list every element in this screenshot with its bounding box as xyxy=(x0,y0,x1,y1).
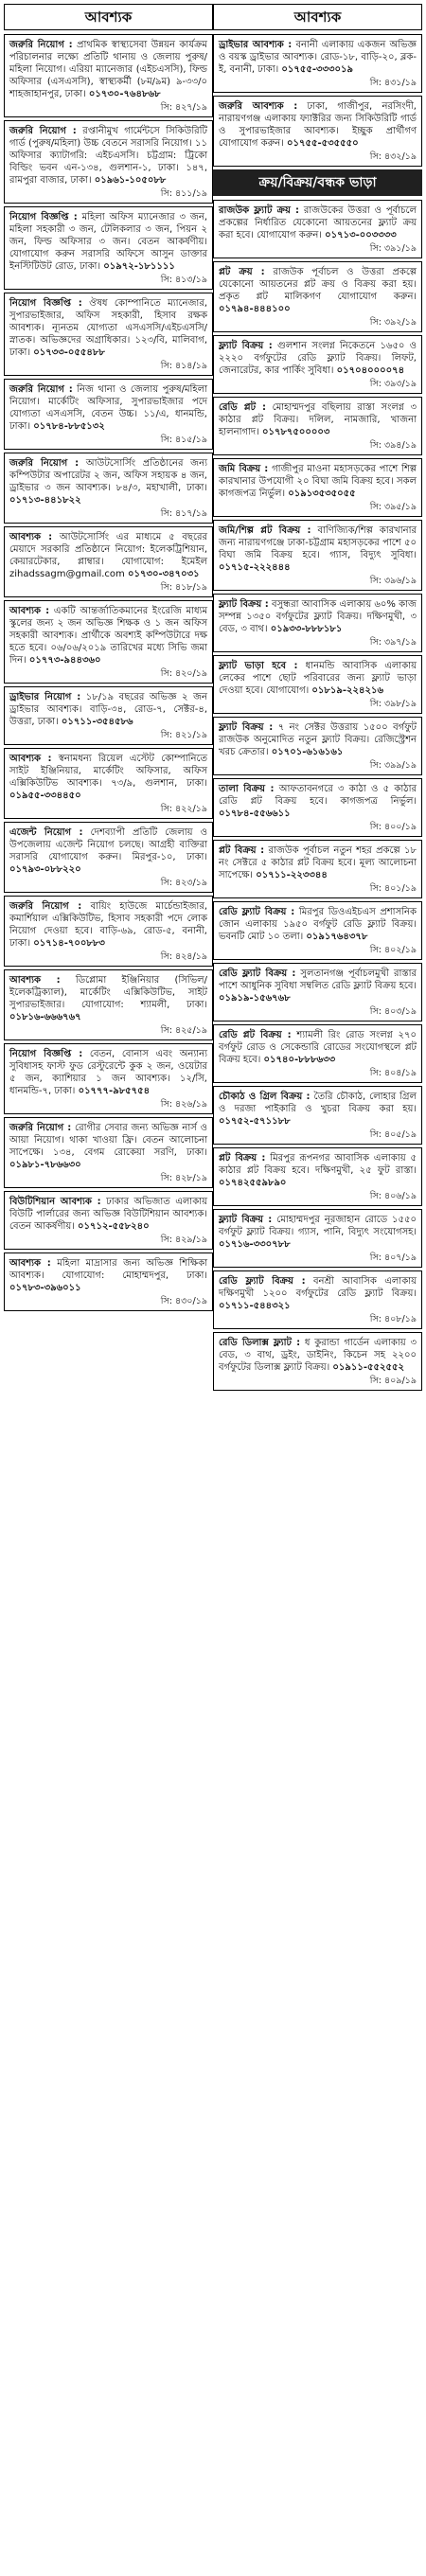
classified-ad xyxy=(4,453,213,524)
ad-reference-code: সি: ৪০৫/১৯ xyxy=(369,1129,417,1140)
ad-contact-number: ০১৭৯৪-৪৪৪১০০ xyxy=(219,304,291,314)
ad-body: ঔষধ কোম্পানিতে ম্যানেজার, সুপারভাইজার, অফিস সহকারী, হিসাব রক্ষক আবশ্যক। ন্যূনতম যোগ্যতা এসএসসি/এইচএসসি/স্নাতক। অভিজ্ঞদের অগ্রাধিকার। ১২৩/বি, মালিবাগ, ঢাকা। xyxy=(9,298,208,358)
ad-contact-number: ০১৭১৫-২২২৪৪৪ xyxy=(219,562,291,573)
ad-contact-number: ০১৭৭৩-৯৪৪৩৬০ xyxy=(28,655,101,666)
ad-reference-code: সি: ৩৯৫/১৯ xyxy=(369,502,417,512)
ad-reference-code: সি: ৪০৭/১৯ xyxy=(369,1252,417,1263)
ad-contact-number: ০১৯১১-৫৫২৫৫২ xyxy=(332,1362,404,1373)
classified-ad xyxy=(4,1117,213,1188)
ad-reference-code: সি: ৪০৮/১৯ xyxy=(369,1314,417,1324)
ad-body: আফতাবনগরে ৩ কাঠা ও ৫ কাঠার রেডি প্লট বিক্রয় হবে। কাগজপত্র নির্ভুল। xyxy=(219,784,417,807)
classified-ad xyxy=(213,34,422,93)
ad-contact-number: ০১৯৮১-৭৮৬৬৩০ xyxy=(9,1160,81,1170)
ad-title: জরুরি নিয়োগ : xyxy=(9,1123,72,1133)
classified-ad xyxy=(4,379,213,450)
classified-ad xyxy=(4,1191,213,1250)
classified-ad xyxy=(213,1086,422,1145)
ad-contact-number: ০১৯১৩৫৩৫০৫৫ xyxy=(288,489,356,499)
ad-body: ৭ নং সেক্টর উত্তরায় ১৫০০ বর্গফুট রাজউক অনুমোদিত নতুন ফ্ল্যাট বিক্রয়। রেজিস্ট্রেশন খরচ ক্রেতার। xyxy=(219,722,417,757)
ad-body: রাজউকের উত্তরা ও পূর্বাচলে প্রকল্পের নির্ধারিত যেকোনো আয়তনের ফ্ল্যাট ক্রয় করা হবে। যোগাযোগ করুন। xyxy=(219,205,417,240)
classified-ad xyxy=(213,840,422,898)
ad-title: জরুরি আবশ্যক : xyxy=(219,101,298,112)
ad-body: ঢাকার অভিজাত এলাকায় বিউটি পার্লারের জন্য অভিজ্ঞ বিউটিশিয়ান আবশ্যক। বেতন আকর্ষণীয়। xyxy=(9,1197,207,1232)
classified-ad xyxy=(4,120,213,204)
ad-contact-number: ০১৭৭৭-৯৮৫৭৫৪ xyxy=(78,1086,151,1096)
ad-contact-number: ০১৭৪২৫৫৯৮৯০ xyxy=(219,1178,287,1188)
ad-body: দেশব্যাপী প্রতিটি জেলায় ও উপজেলায় এজেন্ট নিয়োগ চলছে। আগ্রহী ব্যক্তিরা সরাসরি যোগাযোগ করুন। মিরপুর-১০, ঢাকা। xyxy=(9,827,208,862)
ad-contact-number: ০১৯৩৩-৮৮৮১৮১ xyxy=(270,624,343,634)
ad-reference-code: সি: ৩৯৬/১৯ xyxy=(369,576,417,586)
ad-reference-code: সি: ৪১৫/১৯ xyxy=(160,435,207,445)
ad-body: বনানী এলাকায় একজন অভিজ্ঞ ও বয়স্ক ড্রাইভার আবশ্যক। রোড-১৮, বাড়ি-২০, ব্লক-ই, বনানী, ঢাকা। xyxy=(219,40,417,75)
ad-contact-number: ০১৭০৪০০০০৭৪ xyxy=(336,365,405,376)
classified-ad xyxy=(4,293,213,376)
ad-title: আবশ্যক : xyxy=(9,1258,51,1269)
ad-title: জরুরি নিয়োগ : xyxy=(9,126,77,136)
ad-reference-code: সি: ৩৯৭/১৯ xyxy=(369,637,417,648)
left-column xyxy=(4,4,213,1314)
ad-body: মিরপুর ডিওএইচএস প্রশাসনিক জোন এলাকায় ১৯৫০ বর্গফুট রেডি ফ্ল্যাট বিক্রয়। ভবনটি মোট ১০ তলা। xyxy=(219,907,417,942)
ad-body: রাজউক পূর্বাচল ও উত্তরা প্রকল্পে যেকোনো আয়তনের প্লট ক্রয় ও বিক্রয় করা হয়। প্রকৃত প্লট মালিকগণ যোগাযোগ করুন। xyxy=(219,267,417,302)
ad-title: ড্রাইভার নিয়োগ : xyxy=(9,692,81,702)
ad-reference-code: সি: ৪২৫/১৯ xyxy=(160,1025,207,1036)
ad-reference-code: সি: ৪৩০/১৯ xyxy=(160,1296,207,1306)
ad-body: বনশ্রী আবাসিক এলাকায় দক্ষিণমুখী ১২০০ বর্গফুটের রেডি ফ্ল্যাট বিক্রয়। xyxy=(219,1276,417,1299)
ad-reference-code: সি: ৩৯১/১৯ xyxy=(369,243,417,254)
ad-title: রেডি ফ্ল্যাট বিক্রয় : xyxy=(219,1276,306,1287)
ad-reference-code: সি: ৩৯৯/১৯ xyxy=(369,760,417,771)
ad-title: রেডি প্লট : xyxy=(219,402,266,413)
ad-contact-number: ০১৭১১-২২৩৩৪৪ xyxy=(256,870,328,880)
ad-body: রপ্তানীমুখ গার্মেন্টসে সিকিউরিটি গার্ড (পুরুষ/মহিলা) উচ্চ বেতনে সরাসরি নিয়োগ। ১১ অফিসার ক্যাটাগরি: এইচএসসি। চট্টগ্রাম: ট্রিকো বিল্ডিং ভবন এন-১৩৪, গুলশান-১, ঢাকা। ১৪৭, রামপুরা বাজার, ঢাকা। xyxy=(9,126,207,186)
ad-reference-code: সি: ৪২৯/১৯ xyxy=(160,1235,207,1245)
classified-ad xyxy=(213,901,422,960)
classified-ad xyxy=(213,655,422,714)
classified-ad xyxy=(213,335,422,394)
right-ads-list-1 xyxy=(213,34,422,167)
ad-body: তৈরি চৌকাঠ, লোহার গ্রিল ও দরজা পাইকারি ও খুচরা বিক্রয় করা হয়। xyxy=(219,1092,417,1114)
ad-reference-code: সি: ৪১১/১৯ xyxy=(160,188,207,199)
ad-body: ধানমন্ডি আবাসিক এলাকায় লেকের পাশে ছোট পরিবারের জন্য ফ্ল্যাট ভাড়া দেওয়া হবে। যোগাযোগ। xyxy=(219,661,417,696)
ad-body: মহিলা অফিস ম্যানেজার ৩ জন, মহিলা সহকারী ৩ জন, টেলিকলার ৩ জন, পিয়ন ২ জন, ফিল্ড অফিসার ৩ জন। বেতন আকর্ষণীয়। যোগাযোগ করুন সরাসরি অফিসে আসুন ডাক্তার ইনস্টিটিউট রোড, ঢাকা। xyxy=(9,212,208,272)
ad-title: আবশ্যক : xyxy=(9,975,61,986)
ad-body: ডিপ্লোমা ইঞ্জিনিয়ার (সিভিল/ইলেকট্রিক্যাল), মার্কেটিং এক্সিকিউটিভ, সাইট সুপারভাইজার। যোগাযোগ: শ্যামলী, ঢাকা। xyxy=(9,975,207,1010)
classified-ad xyxy=(213,458,422,517)
classified-ad xyxy=(4,969,213,1040)
ad-contact-number: ০১৭৫৫-৩৩৩০১৯ xyxy=(281,64,354,75)
classified-ad xyxy=(213,1270,422,1329)
ad-body: ১৮/১৯ বছরের অভিজ্ঞ ২ জন ড্রাইভার আবশ্যক। বাড়ি-৩৪, রোড-৭, সেক্টর-৪, উত্তরা, ঢাকা। xyxy=(9,692,207,727)
ad-reference-code: সি: ৪১৩/১৯ xyxy=(160,275,207,285)
ad-contact-number: ০১৯৫৫-৩৩৪৪৫০ xyxy=(9,791,81,801)
ad-title: নিয়োগ বিজ্ঞপ্তি : xyxy=(9,1049,83,1059)
ad-title: ফ্ল্যাট বিক্রয় : xyxy=(219,599,269,610)
ad-title: আবশ্যক : xyxy=(9,754,52,764)
ad-contact-number: ০১৭৮৪-৫৫৬৬১১ xyxy=(219,808,291,819)
ad-body: নিজ থানা ও জেলায় পুরুষ/মহিলা নিয়োগ। মার্কেটিং অফিসার, সুপারভাইজার পদে যোগ্যতা এসএসসি, বেতন উচ্চ। ১১/এ, ধানমন্ডি, ঢাকা। xyxy=(9,384,207,432)
ad-title: ফ্ল্যাট বিক্রয় : xyxy=(219,341,273,351)
classified-ad xyxy=(213,261,422,332)
ad-body: বেতন, বোনাস এবং অন্যান্য সুবিধাসহ ফাস্ট ফুড রেস্টুরেন্টে কুক ২ জন, ওয়েটার ৫ জন, ক্যাশিয়ার ১ জন আবশ্যক। ১২/সি, ধানমন্ডি-৭, ঢাকা। xyxy=(9,1049,207,1096)
ad-contact-number: ০১৭৯৩-০৮৮২২০ xyxy=(9,864,81,875)
ad-reference-code: সি: ৪০০/১৯ xyxy=(369,822,417,832)
ad-body: আউটসোর্সিং এর মাধ্যমে ৫ বছরের মেয়াদে সরকারি প্রতিষ্ঠানে নিয়োগ: ইলেকট্রিশিয়ান, কেয়ারটেকার, প্লাম্বার। যোগাযোগ: ইমেইল zihadssagm@gmail.com xyxy=(9,532,207,579)
left-section-header: আবশ্যক xyxy=(4,4,213,30)
ad-reference-code: সি: ৪২৪/১৯ xyxy=(160,951,207,962)
classified-ad xyxy=(213,1209,422,1268)
ad-title: ফ্ল্যাট বিক্রয় : xyxy=(219,1215,273,1225)
ad-title: জরুরি নিয়োগ : xyxy=(9,458,80,469)
ad-body: মিরপুর রূপনগর আবাসিক এলাকায় ৫ কাঠার প্লট বিক্রয় হবে। দক্ষিণমুখী, ২৫ ফুট রাস্তা। xyxy=(219,1153,417,1176)
classified-ad xyxy=(4,600,213,684)
ad-body: সুলতানগঞ্জ পূর্বাচলমুখী রাস্তার পাশে আধুনিক সুবিধা সম্বলিত রেডি ফ্ল্যাট বিক্রয় হবে। xyxy=(219,968,417,991)
classified-ad xyxy=(4,206,213,290)
ad-reference-code: সি: ৪২১/১৯ xyxy=(160,730,207,740)
ad-body: রোগীর সেবার জন্য অভিজ্ঞ নার্স ও আয়া নিয়োগ। থাকা খাওয়া ফ্রি। বেতন আলোচনা সাপেক্ষে। ১৩৪, বেগম রোকেয়া সরণি, ঢাকা। xyxy=(9,1123,207,1158)
ad-contact-number: ০১৭৩০-৩৪৭০৩১ xyxy=(127,569,200,579)
classified-ad xyxy=(4,896,213,967)
classified-ad xyxy=(4,822,213,893)
classified-ad xyxy=(213,1147,422,1206)
ad-reference-code: সি: ৪০২/১৯ xyxy=(369,945,417,955)
classified-ad xyxy=(4,1043,213,1114)
ad-reference-code: সি: ৪১৭/১৯ xyxy=(160,508,207,519)
ad-title: জমি/শিল্প প্লট বিক্রয় : xyxy=(219,525,311,536)
classified-ad xyxy=(213,717,422,775)
ad-body: বসুন্ধরা আবাসিক এলাকায় ৬০% কাজ সম্পন্ন ১৩৫০ বর্গফুটের ফ্ল্যাট বিক্রয়। দক্ষিণমুখী, ৩ বেড, ৩ বাথ। xyxy=(219,599,417,634)
classified-ad xyxy=(4,686,213,745)
ad-title: রেডি প্লট বিক্রয় : xyxy=(219,1030,292,1040)
ad-body: শ্যামলী রিং রোড সংলগ্ন ২৭০ বর্গফুট রোড ও সেকেন্ডারি রোডের সংযোগস্থলে প্লট বিক্রয় হবে। xyxy=(219,1030,417,1065)
ad-reference-code: সি: ৪২৭/১৯ xyxy=(160,102,207,113)
ad-title: প্লট বিক্রয় : xyxy=(219,1153,266,1164)
ad-title: রাজউক ফ্ল্যাট ক্রয় : xyxy=(219,205,300,216)
ad-reference-code: সি: ৪১৮/১৯ xyxy=(160,582,207,593)
ad-title: আবশ্যক : xyxy=(9,606,50,616)
ad-contact-number: ০১৯৭২-১৮১১১১ xyxy=(103,261,175,272)
ad-body: একটি আন্তর্জাতিকমানের ইংরেজি মাধ্যম স্কুলের জন্য ২ জন অভিজ্ঞ শিক্ষক ও ১ জন অফিস সহকারী আবশ্যক। প্রার্থীকে অবশ্যই কম্পিউটারে দক্ষ হতে হবে। ০৬/০৬/২০১৯ তারিখের মধ্যে সিভি জমা দিন। xyxy=(9,606,208,666)
ad-contact-number: ০১৭৮৪-৮৮৫১৩২ xyxy=(33,421,105,432)
ad-contact-number: ০১৭৫২-৫৭১১৮৮ xyxy=(219,1116,291,1127)
ad-title: জরুরি নিয়োগ : xyxy=(9,901,82,912)
ad-reference-code: সি: ৪২৩/১৯ xyxy=(160,878,207,888)
ad-title: রেডি ফ্ল্যাট বিক্রয় : xyxy=(219,968,296,979)
classified-ad xyxy=(213,1332,422,1391)
ad-reference-code: সি: ৪০৩/১৯ xyxy=(369,1006,417,1017)
classified-ad xyxy=(213,200,422,258)
ad-body: গাজীপুর মাওনা মহাসড়কের পাশে শিল্প কারখানার উপযোগী ২০ বিঘা জমি বিক্রয় হবে। সকল কাগজপত্র নির্ভুল। xyxy=(219,464,417,499)
ad-title: ড্রাইভার আবশ্যক : xyxy=(219,40,293,50)
ad-body: রাজউক পূর্বাচল নতুন শহর প্রকল্পে ১৮ নং সেক্টরে ৫ কাঠার প্লট বিক্রয় হবে। মূল্য আলোচনা সাপেক্ষে। xyxy=(219,845,417,880)
ad-reference-code: সি: ৪১৪/১৯ xyxy=(160,361,207,371)
ad-contact-number: ০১৭১২-৫৫৮২৪০ xyxy=(78,1221,150,1232)
ad-reference-code: সি: ৪২৬/১৯ xyxy=(160,1099,207,1110)
classified-ad xyxy=(213,520,422,591)
classified-ad xyxy=(4,748,213,819)
ad-contact-number: ০১৭৩৩-০৫৫৪৮৮ xyxy=(33,347,105,358)
ad-reference-code: সি: ৩৯৩/১৯ xyxy=(369,379,417,389)
classified-ad xyxy=(213,96,422,167)
right-ads-list-2 xyxy=(213,200,422,1391)
ad-contact-number: ০১৭৩০-৭৬৪৮৬৮ xyxy=(88,89,161,99)
ad-contact-number: ০১৭১৪-৭০০৮৮৩ xyxy=(33,938,105,949)
ad-body: বাণিজ্যিক/শিল্প কারখানার জন্য নারায়ণগঞ্জে ঢাকা-চট্টগ্রাম মহাসড়কের পাশে ৫০ বিঘা জমি বিক্রয় হবে। গ্যাস, বিদ্যুৎ সুবিধা। xyxy=(219,525,417,560)
ad-contact-number: ০১৭১৩-০০৩৩৩৩ xyxy=(325,230,397,240)
ad-contact-number: ০১৯১৭৬৪৩৭৮ xyxy=(306,932,368,942)
ad-contact-number: ০১৭১১-৫৪৪৩২১ xyxy=(219,1301,291,1311)
ad-contact-number: ০১৭৫৫-৫৩৫৫৫০ xyxy=(286,138,359,149)
classified-ad xyxy=(213,397,422,455)
ad-body: আউটসোর্সিং প্রতিষ্ঠানের জন্য কম্পিউটার অপারেটর ২ জন, অফিস সহায়ক ৪ জন, ড্রাইভার ৩ জন আবশ্যক। ৮৪/৩, মহাখালী, ঢাকা। xyxy=(9,458,208,493)
ad-reference-code: সি: ৩৯৮/১৯ xyxy=(369,699,417,709)
ad-body: ঢাকা, গাজীপুর, নরসিংদী, নারায়ণগঞ্জ এলাকায় ফ্যাক্টরির জন্য সিকিউরিটি গার্ড ও সুপারভাইজার আবশ্যক। ইচ্ছুক প্রার্থীগণ যোগাযোগ করুন। xyxy=(219,101,417,149)
ad-title: নিয়োগ বিজ্ঞপ্তি : xyxy=(9,298,82,309)
ad-body: ধ কুরান্ডা গার্ডেন এলাকায় ৩ বেড, ৩ বাথ, ড্রইং, ডাইনিং, কিচেন সহ ২২০০ বর্গফুটের ডিলাক্স ফ্ল্যাট বিক্রয়। xyxy=(219,1338,417,1373)
right-column xyxy=(213,4,422,1394)
ad-title: চৌকাঠ ও গ্রিল বিক্রয় : xyxy=(219,1092,311,1102)
classified-ad xyxy=(4,1252,213,1311)
classified-ad xyxy=(213,1024,422,1083)
classified-ad xyxy=(4,526,213,597)
ad-contact-number: ০১৭১৬-৩৩০৭৮৮ xyxy=(219,1239,291,1250)
ad-title: জরুরি নিয়োগ : xyxy=(9,384,73,395)
ad-contact-number: ০১৭০১-৬১৬১৬১ xyxy=(271,747,344,757)
ad-contact-number: ০১৮১৬-৬৬৬৭৬৭ xyxy=(9,1012,81,1022)
ad-body: মোহাম্মদপুর নূরজাহান রোডে ১৫৫০ বর্গফুট ফ্ল্যাট বিক্রয়। গ্যাস, পানি, বিদ্যুৎ সংযোগসহ। xyxy=(219,1215,417,1237)
ad-title: রেডি ফ্ল্যাট বিক্রয় : xyxy=(219,907,295,917)
ad-contact-number: ০১৭৪০-৮৮৮৬৩৩ xyxy=(263,1055,336,1065)
ad-body: মহিলা মাদ্রাসার জন্য অভিজ্ঞ শিক্ষিকা আবশ্যক। যোগাযোগ: মোহাম্মদপুর, ঢাকা। xyxy=(9,1258,207,1281)
ad-title: ফ্ল্যাট বিক্রয় : xyxy=(219,722,274,733)
ad-reference-code: সি: ৪২৮/১৯ xyxy=(160,1173,207,1183)
ad-body: বায়িং হাউজে মার্চেন্ডাইজার, কমার্শিয়াল এক্সিকিউটিভ, হিসাব সহকারী পদে লোক নিয়োগ দেওয়া হবে। বাড়ি-৬৯, রোড-৫, বনানী, ঢাকা। xyxy=(9,901,208,949)
ad-body: স্বনামধন্য রিয়েল এস্টেট কোম্পানিতে সাইট ইঞ্জিনিয়ার, মার্কেটিং অফিসার, অফিস এক্সিকিউটিভ আবশ্যক। ৭৩/৯, গুলশান, ঢাকা। xyxy=(9,754,207,789)
ad-reference-code: সি: ৪২০/১৯ xyxy=(160,668,207,679)
ad-reference-code: সি: ৪০৯/১৯ xyxy=(369,1376,417,1386)
right-section-header: আবশ্যক xyxy=(213,4,422,30)
ad-contact-number: ০১৯১৯-১৫৬৭৬৮ xyxy=(219,993,291,1004)
ad-title: জরুরি নিয়োগ : xyxy=(9,40,73,50)
ad-title: এজেন্ট নিয়োগ : xyxy=(9,827,83,838)
classified-ad xyxy=(213,778,422,837)
ad-title: জমি বিক্রয় : xyxy=(219,464,269,474)
classified-ad xyxy=(4,34,213,117)
ad-reference-code: সি: ৪৩২/১৯ xyxy=(369,151,417,162)
ad-contact-number: ০১৮১৯-২২৪২১৬ xyxy=(311,685,383,696)
ad-title: প্লট ক্রয় : xyxy=(219,267,265,277)
classified-ad xyxy=(213,594,422,652)
ad-body: গুলশান সংলগ্ন নিকেতনে ১৬৫০ ও ২২২০ বর্গফুটের রেডি ফ্ল্যাট বিক্রয়। লিফট, জেনারেটর, কার পার্কিং সুবিধা। xyxy=(219,341,417,376)
ad-reference-code: সি: ৪০৪/১৯ xyxy=(369,1068,417,1078)
ad-reference-code: সি: ৩৯৪/১৯ xyxy=(369,440,417,451)
ad-contact-number: ০১৭১৩-৪৪১৮২২ xyxy=(9,495,81,506)
classified-ad xyxy=(213,963,422,1022)
ad-contact-number: ০১৭১১-৩৫৪৫৮৬ xyxy=(61,717,133,727)
ad-title: ফ্ল্যাট ভাড়া হবে : xyxy=(219,661,298,671)
ad-title: আবশ্যক : xyxy=(9,532,53,542)
ad-reference-code: সি: ৩৯২/১৯ xyxy=(369,317,417,328)
ad-body: প্রাথমিক স্বাস্থ্যসেবা উন্নয়ন কার্যক্রম পরিচালনার লক্ষ্যে প্রতিটি থানায় ও জেলায় পুরুষ/ মহিলা নিয়োগ। এরিয়া ম্যানেজার (এইচএসসি), ফিল্ড অফিসার (এসএসসি), স্বাস্থ্যকর্মী (৮ম/৯ম) ৯-৩৩/০ শাহজাহানপুর, ঢাকা। xyxy=(9,40,207,99)
ad-reference-code: সি: ৪২২/১৯ xyxy=(160,804,207,814)
buy-sell-header: ক্রয়/বিক্রয়/বন্ধক ভাড়া xyxy=(213,169,422,196)
ad-title: রেডি ডিলাক্স ফ্ল্যাট : xyxy=(219,1338,301,1348)
ad-contact-number: ০১৭৮৩-৩৯৬০১১ xyxy=(9,1283,81,1293)
ad-reference-code: সি: ৪০১/১৯ xyxy=(369,883,417,894)
ad-title: প্লট বিক্রয় : xyxy=(219,845,265,856)
ad-contact-number: ০১৭৮৭৫০০০০৩ xyxy=(261,427,330,437)
ad-reference-code: সি: ৪৩১/১৯ xyxy=(369,78,417,88)
left-ads-list xyxy=(4,34,213,1311)
ad-title: বিউটিশিয়ান আবশ্যক : xyxy=(9,1197,101,1207)
ad-reference-code: সি: ৪০৬/১৯ xyxy=(369,1191,417,1201)
ad-body: মোহাম্মদপুর বছিলায় রাস্তা সংলগ্ন ৩ কাঠার প্লট বিক্রয়। দলিল, নামজারি, খাজনা হালনাগাদ। xyxy=(219,402,417,437)
ad-contact-number: ০১৯৬১-১০৫০৮৮ xyxy=(94,175,167,186)
ad-title: তালা বিক্রয় : xyxy=(219,784,275,794)
ad-title: নিয়োগ বিজ্ঞপ্তি : xyxy=(9,212,78,222)
